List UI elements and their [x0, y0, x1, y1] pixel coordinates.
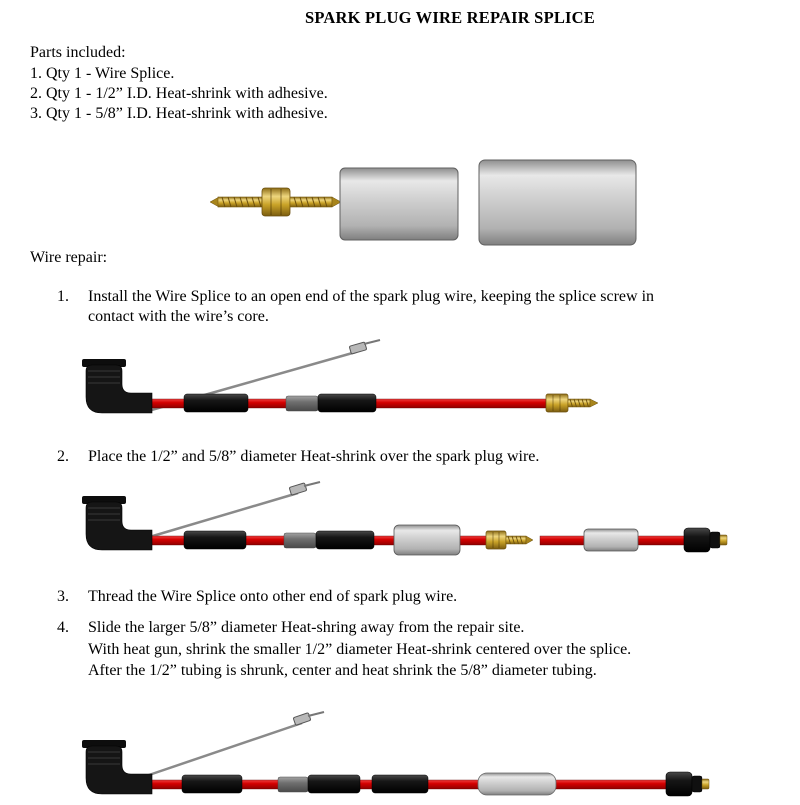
- parts-item: 2. Qty 1 - 1/2” I.D. Heat-shrink with adhesive.: [30, 85, 328, 102]
- parts-item: 3. Qty 1 - 5/8” I.D. Heat-shrink with adhesive.: [30, 105, 328, 122]
- step1-illustration: [0, 332, 800, 437]
- step2-illustration: [0, 478, 800, 578]
- step-2: [57, 447, 539, 467]
- parts-heading: Parts included:: [30, 44, 126, 61]
- plug-terminal-connector: [684, 528, 727, 552]
- small-heatshrink-tube: [340, 168, 458, 240]
- step-text: Install the Wire Splice to an open end of the spark plug wire, keeping the splice screw in contact with the wire’s core.: [88, 288, 655, 325]
- parts-item: 1. Qty 1 - Wire Splice.: [30, 65, 175, 82]
- step-text: Place the 1/2” and 5/8” diameter Heat-shrink over the spark plug wire.: [88, 448, 540, 465]
- parts-list: [30, 64, 328, 124]
- black-sleeve: [372, 775, 428, 793]
- large-heatshrink-tube: [479, 160, 636, 245]
- wire-repair-heading: Wire repair:: [30, 249, 108, 266]
- page-title: SPARK PLUG WIRE REPAIR SPLICE: [304, 8, 595, 27]
- step-3: [57, 587, 457, 607]
- step-number: 2.: [57, 448, 69, 465]
- step-number: 1.: [57, 288, 69, 305]
- gray-sleeve: [278, 777, 308, 792]
- spark-plug-boot: [82, 496, 152, 550]
- black-sleeve: [308, 775, 360, 793]
- black-sleeve: [184, 531, 246, 549]
- black-sleeve: [182, 775, 242, 793]
- parts-illustration: [0, 155, 800, 250]
- spark-plug-boot: [82, 740, 152, 794]
- step-1: [57, 287, 654, 327]
- large-heatshrink-tube: [394, 525, 460, 555]
- step-4: [57, 617, 631, 682]
- shrunk-heatshrink-tube: [478, 773, 556, 795]
- black-sleeve: [318, 394, 376, 412]
- step-text: Thread the Wire Splice onto other end of spark plug wire.: [88, 588, 458, 605]
- small-heatshrink-tube: [584, 529, 638, 551]
- core-wire-lead: [146, 482, 320, 538]
- gray-sleeve: [284, 533, 316, 548]
- black-sleeve: [184, 394, 248, 412]
- wire-splice-graphic: [210, 188, 341, 216]
- wire-splice-graphic: [486, 531, 533, 549]
- core-wire-lead: [146, 712, 324, 776]
- gray-sleeve: [286, 396, 318, 411]
- black-sleeve: [316, 531, 374, 549]
- step-text: Slide the larger 5/8” diameter Heat-shring away from the repair site. With heat gun, shrink the smaller 1/2” diameter Heat-shrink centered over the splice. After the 1/2” tubing is shrunk, center and heat shrink the 5/8” diameter tubing.: [88, 619, 632, 679]
- step-number: 3.: [57, 588, 69, 605]
- wire-splice-graphic: [546, 394, 598, 412]
- plug-terminal-connector: [666, 772, 709, 796]
- spark-plug-boot: [82, 359, 152, 413]
- step-number: 4.: [57, 619, 69, 636]
- step4-illustration: [0, 700, 800, 805]
